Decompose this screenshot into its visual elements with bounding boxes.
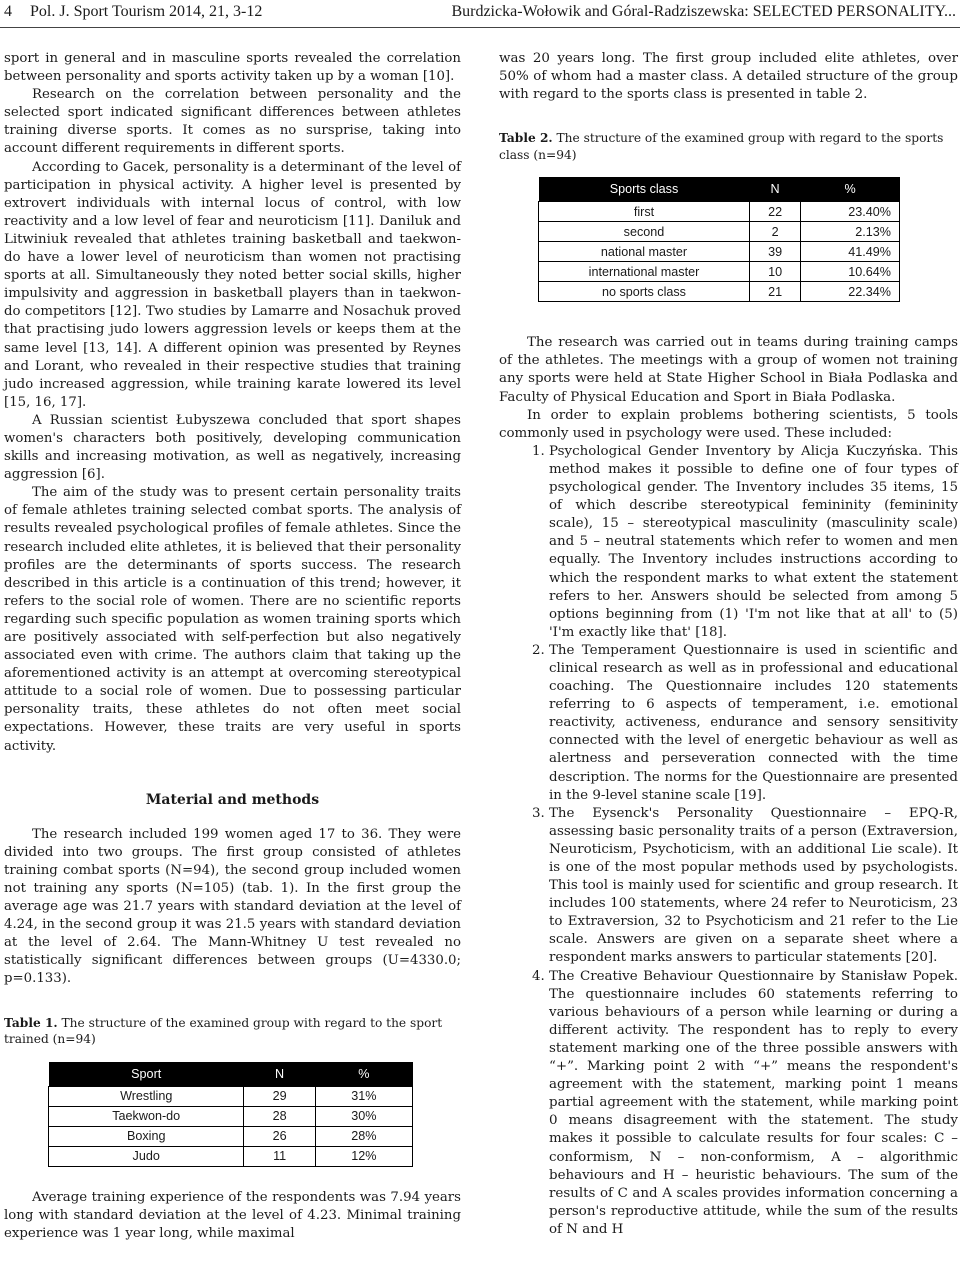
column-header: % <box>801 177 900 202</box>
running-title: Burdzicka-Wołowik and Góral-Radziszewska: SELECTED PERSONALITY... <box>451 3 956 20</box>
table-cell: international master <box>539 262 750 282</box>
table-row <box>539 262 900 282</box>
table-header-row <box>49 1062 413 1087</box>
table-row <box>49 1086 413 1106</box>
table-header-row <box>539 177 900 202</box>
table-cell: Taekwon-do <box>49 1106 244 1126</box>
paragraph: In order to explain problems bothering scientists, 5 tools commonly used in psychology were used. These included: <box>499 407 958 441</box>
table-cell: 10.64% <box>801 262 900 282</box>
paragraph: Average training experience of the respondents was 7.94 years long with standard deviation at the level of 4.23. Minimal training experience was 1 year long, while maximal <box>4 1189 461 1241</box>
table-cell: first <box>539 202 750 222</box>
journal-citation: Pol. J. Sport Tourism 2014, 21, 3-12 <box>30 3 263 20</box>
paragraph: Research on the correlation between personality and the selected sport indicated significant differences between athletes training diverse sports. It comes as no sursprise, taking into account different requirements in different sports. <box>4 87 461 157</box>
table-cell: 21 <box>749 282 800 302</box>
sport-table <box>48 1062 413 1167</box>
table-cell: 22.34% <box>801 282 900 302</box>
list-item: 4. The Creative Behaviour Questionnaire by Stanisław Popek. The questionnaire includes 60 statements referring to various behaviours of a person while learning or during a different activity. The respondent has to reply to every statement marking one of the three possible answers with “+”. Marking point 2 with “+” means the respondent's agreement with the statement, marking point 1 means partial agreement with the statement, while marking point 0 means disagreement with the statement. The study makes it possible to calculate results for four scales: C – conformism, N – non-conformism, A – algorithmic behaviours and H – heuristic behaviours. The sum of the results of C and A scales provides information concerning a person's reproductive attitude, while the sum of the results of N and H <box>549 968 958 1239</box>
header-left <box>4 0 262 24</box>
table-cell: 22 <box>749 202 800 222</box>
page-header <box>4 0 956 24</box>
column-header: N <box>244 1062 315 1087</box>
table-row <box>49 1126 413 1146</box>
table-row <box>539 242 900 262</box>
table-cell: 39 <box>749 242 800 262</box>
table-caption-text: The structure of the examined group with regard to the sport trained (n=94) <box>4 1015 443 1046</box>
list-item: 3. The Eysenck's Personality Questionnaire – EPQ-R, assessing basic personality traits of a person (Extraversion, Neuroticism, Psychoticism, with an additional Lie scale). It is one of the most popular methods used by psychologists. This tool is mainly used for scientific and group research. It includes 100 statements, where 24 refer to Neuroticism, 23 to Extraversion, 32 to Psychoticism and 21 refer to the Lie scale. Answers are given on a separate sheet where a respondent marks answers to particular statements [20]. <box>549 805 958 968</box>
paragraph: According to Gacek, personality is a determinant of the level of participation in physical activity. A higher level is presented by extrovert individuals with internal locus of control, with low reactivity and a low level of fear and neuroticism [11]. Daniluk and Litwiniuk revealed that athletes training basketball and taekwon-do have a lower level of neuroticism than women not practising sports at all. Simultaneously they noted better social skills, higher impulsivity and aggression in basketball players than in taekwon-do competitors [12]. Two studies by Lamarre and Nosachuk proved that practising judo lowers aggression levels or keeps them at the same level [13, 14]. A different opinion was presented by Reynes and Lorant, who revealed in their respective studies that training judo increased aggression, while training karate lowered its level [15, 16, 17]. <box>4 159 461 410</box>
table-cell: 12% <box>315 1146 412 1166</box>
table-cell: no sports class <box>539 282 750 302</box>
table-cell: 2 <box>749 222 800 242</box>
table-cell: 23.40% <box>801 202 900 222</box>
table-cell: 30% <box>315 1106 412 1126</box>
section-heading: Material and methods <box>145 791 320 808</box>
table-cell: 26 <box>244 1126 315 1146</box>
table-label: Table 1. <box>4 1015 58 1030</box>
table-cell: 28% <box>315 1126 412 1146</box>
table-cell: 2.13% <box>801 222 900 242</box>
table-cell: second <box>539 222 750 242</box>
page-number: 4 <box>4 3 12 20</box>
table-caption-text: The structure of the examined group with regard to the sports class (n=94) <box>499 131 944 162</box>
paragraph: The aim of the study was to present certain personality traits of female athletes training selected combat sports. The analysis of results revealed psychological profiles of female athletes. Since the research included elite athletes, it is believed that their personality profiles are the determinants of sports success. The research described in this article is a continuation of this trend; however, it refers to the social role of women. There are no scientific reports regarding such specific population as women training sports which are positively associated with self-perfection but also negatively associated even with crime. The authors claim that taking up the aforementioned activity is an attempt at overcoming stereotypical attitude to a social role of women. Due to possessing particular personality traits, these athletes do not often meet social expectations. However, these traits are very useful in sports activity. <box>4 485 461 754</box>
left-column <box>4 50 461 1243</box>
paragraph: The research included 199 women aged 17 to 36. They were divided into two groups. The first group consisted of athletes training combat sports (N=94), the second group included women not training any sports (N=105) (tab. 1). In the first group the average age was 21.7 years with standard deviation at the level of 4.24, in the second group it was 21.5 years with standard deviation at the level of 2.64. The Mann-Whitney U test revealed no statistically significant differences between groups (U=4330.0; p=0.133). <box>4 826 461 987</box>
table-cell: 31% <box>315 1086 412 1106</box>
column-header: Sport <box>49 1062 244 1087</box>
table-caption <box>499 130 958 163</box>
paragraph: A Russian scientist Łubyszewa concluded that sport shapes women's characters both positively, developing communication skills and increasing motivation, as well as negatively, increasing aggression [6]. <box>4 412 461 483</box>
list-item: 1. Psychological Gender Inventory by Alicja Kuczyńska. This method makes it possible to define one of four types of psychological gender. The Inventory includes 35 items, 15 of which describe stereotypical femininity (femininity scale), 15 – stereotypical masculinity (masculinity scale) and 5 – neutral statements which refer to women and men equally. The Inventory includes instructions according to which the respondent marks to what extent the statement refers to her. Answers should be selected from among 5 options beginning from (1) 'I'm not like that at all' to (5) 'I'm exactly like that' [18]. <box>549 443 958 642</box>
table-caption <box>4 1015 461 1048</box>
table-row <box>539 282 900 302</box>
right-column <box>499 50 958 1239</box>
table-cell: Boxing <box>49 1126 244 1146</box>
table-cell: Judo <box>49 1146 244 1166</box>
column-header: N <box>749 177 800 202</box>
table-row <box>539 222 900 242</box>
table-cell: national master <box>539 242 750 262</box>
table-cell: 11 <box>244 1146 315 1166</box>
table-cell: 41.49% <box>801 242 900 262</box>
table-cell: 10 <box>749 262 800 282</box>
table-cell: 28 <box>244 1106 315 1126</box>
sports-class-table <box>538 177 900 302</box>
header-rule <box>0 27 960 28</box>
table-row <box>539 202 900 222</box>
column-header: Sports class <box>539 177 750 202</box>
table-cell: Wrestling <box>49 1086 244 1106</box>
paragraph: sport in general and in masculine sports revealed the correlation between personality and sports activity taken up by a woman [10]. <box>4 51 461 85</box>
table-label: Table 2. <box>499 131 553 146</box>
table-row <box>49 1106 413 1126</box>
paragraph: was 20 years long. The first group included elite athletes, over 50% of whom had a master class. A detailed structure of the group with regard to the sports class is presented in table 2. <box>499 51 958 103</box>
tools-list <box>499 443 958 1239</box>
list-item: 2. The Temperament Questionnaire is used in scientific and clinical research as well as in professional and educational coaching. The Questionnaire includes 120 statements referring to 6 aspects of temperament, i.e. emotional reactivity, activeness, endurance and sensory sensitivity connected with the level of energetic behaviour as well as alertness and perseveration connected with the time description. The norms for the Questionnaire are presented in the 9-level stanine scale [19]. <box>549 642 958 805</box>
table-cell: 29 <box>244 1086 315 1106</box>
table-row <box>49 1146 413 1166</box>
paragraph: The research was carried out in teams during training camps of the athletes. The meetings with a group of women not training any sports were held at State Higher School in Biała Podlaska and Faculty of Physical Education and Sport in Biała Podlaska. <box>499 335 958 405</box>
column-header: % <box>315 1062 412 1087</box>
